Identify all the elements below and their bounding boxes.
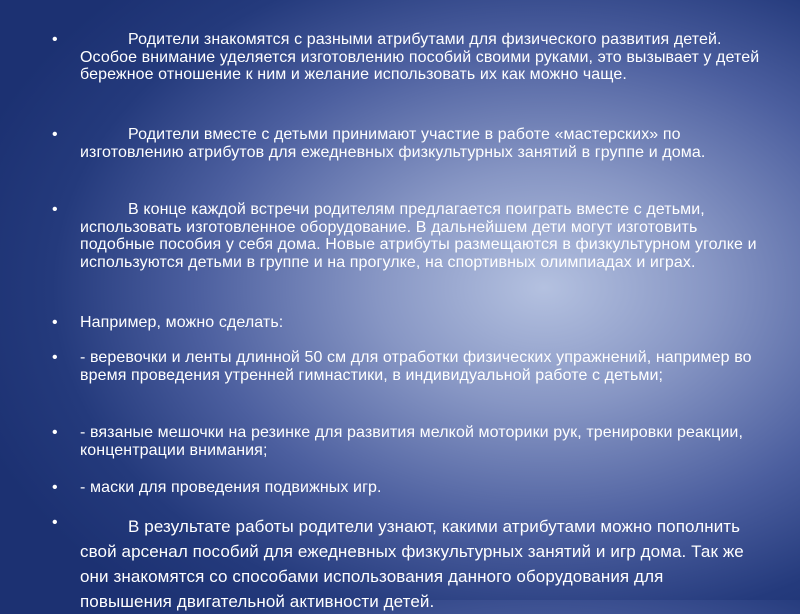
list-item-text: - маски для проведения подвижных игр. [80, 479, 382, 496]
bullet-icon: • [52, 126, 58, 143]
list-item-text: - веревочки и ленты длинной 50 см для отработки физических упражнений, например во время проведения утренней гимнастики, в индивидуальной работе с детьми; [80, 349, 752, 384]
bullet-icon: • [52, 424, 58, 441]
bullet-icon: • [52, 349, 58, 366]
list-item-text: В конце каждой встречи родителям предлагается поиграть вместе с детьми, использовать изготовленное оборудование. В дальнейшем дети могут изготовить подобные пособия у себя дома. Новые атрибуты размещаются в физкультурном уголке и используются детьми в группе и на прогулке, на спортивных олимпиадах и играх. [80, 201, 757, 271]
bullet-icon: • [52, 31, 58, 48]
bullet-icon: • [52, 314, 58, 331]
bullet-icon: • [52, 479, 58, 496]
bullet-icon: • [52, 201, 58, 218]
list-item-text: В результате работы родители узнают, какими атрибутами можно пополнить свой арсенал пособий для ежедневных физкультурных занятий и игр дома. Так же они знакомятся со способами использования данного оборудования для повышения двигательной активности детей. [80, 517, 744, 611]
list-item-text: Родители вместе с детьми принимают участие в работе «мастерских» по изготовлению атрибутов для ежедневных физкультурных занятий в группе и дома. [80, 126, 706, 161]
list-item-text: - вязаные мешочки на резинке для развития мелкой моторики рук, тренировки реакции, концентрации внимания; [80, 424, 744, 459]
bullet-icon: • [52, 514, 58, 531]
list-item-text: Родители знакомятся с разными атрибутами для физического развития детей. Особое внимание уделяется изготовлению пособий своими руками, это вызывает у детей бережное отношение к ним и желание использовать их как можно чаще. [80, 31, 760, 83]
list-item-text: Например, можно сделать: [80, 314, 284, 331]
